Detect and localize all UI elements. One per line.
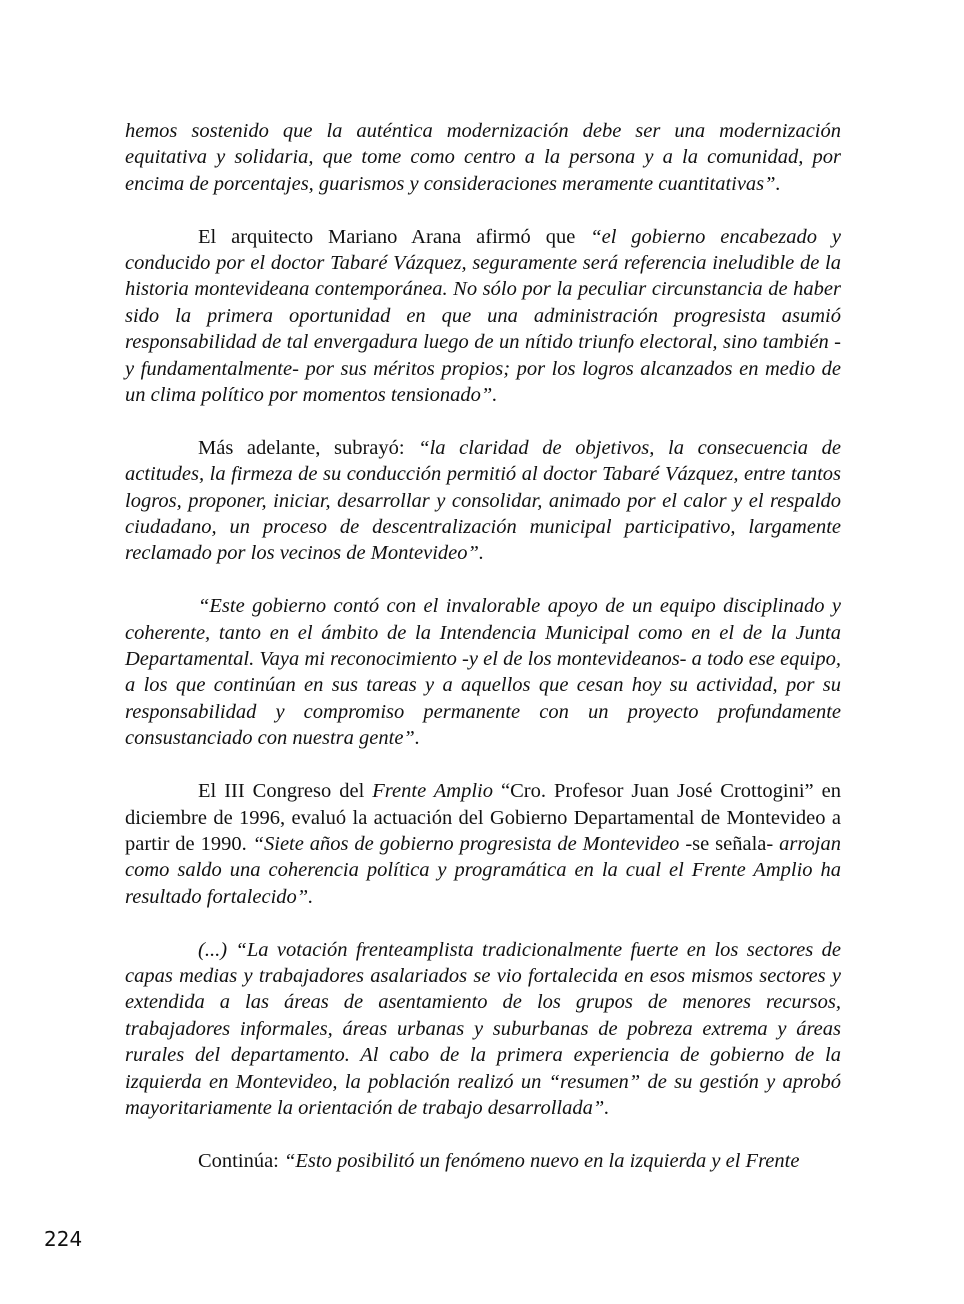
quote-text: “Este gobierno contó con el invalorable apoyo de un equipo disciplinado y coherente, tanto en el ámbito de la Intendencia Municipal como en el de la Junta Departamental. Vaya mi reconocimiento -y el de los montevideanos- a todo ese equipo, a los que continúan en sus tareas y a aquellos que cesan hoy su actividad, por su responsabilidad y compromiso permanente con un proyecto profundamente consustanciado con nuestra gente”.	[125, 595, 841, 750]
paragraph-7	[125, 1148, 841, 1174]
page-number: 224	[44, 1227, 83, 1251]
paragraph-1	[125, 118, 841, 197]
paragraph-3	[125, 435, 841, 567]
quote-text: “Esto posibilitó un fenómeno nuevo en la izquierda y el Frente	[283, 1149, 800, 1172]
body-text: El III Congreso del	[198, 780, 373, 803]
quote-text: “Siete años de gobierno progresista de Montevideo	[252, 832, 680, 855]
quote-text: arrojan como saldo una coherencia política y programática en la cual el Frente Amplio ha resultado fortalecido”.	[125, 832, 841, 908]
body-text: “Cro. Profesor Juan José Crottogini” en diciembre de 1996, evaluó la actuación del Gobierno Departamental de Montevideo a partir de 1990.	[125, 780, 841, 855]
quote-text: “el gobierno encabezado y conducido por el doctor Tabaré Vázquez, seguramente será referencia ineludible de la historia montevideana contemporánea. No sólo por la peculiar circunstancia de haber sido la primera oportunidad en que una administración progresista asumió responsabilidad de tal envergadura luego de un nítido triunfo electoral, sino también -y fundamentalmente- por sus méritos propios; por los logros alcanzados en medio de un clima político por momentos tensionado”.	[125, 225, 841, 407]
paragraph-4	[125, 593, 841, 751]
body-text: Más adelante, subrayó:	[198, 436, 419, 459]
body-text: El arquitecto Mariano Arana afirmó que	[198, 225, 591, 248]
body-text: -se señala-	[679, 832, 780, 855]
quote-text: hemos sostenido que la auténtica modernización debe ser una modernización equitativa y solidaria, que tome como centro a la persona y a la comunidad, por encima de porcentajes, guarismos y consideraciones meramente cuantitativas”.	[125, 120, 841, 195]
page-body	[125, 118, 841, 1174]
paragraph-6	[125, 937, 841, 1122]
quote-text: (...) “La votación frenteamplista tradicionalmente fuerte en los sectores de capas medias y trabajadores asalariados se vio fortalecida en esos mismos sectores y extendida a las áreas de asentamiento de los grupos de menores recursos, trabajadores informales, áreas urbanas y suburbanas de pobreza extrema y áreas rurales del departamento. Al cabo de la primera experiencia de gobierno de la izquierda en Montevideo, la población realizó un “resumen” de su gestión y aprobó mayoritariamente la orientación de trabajo desarrollada”.	[125, 938, 841, 1119]
paragraph-2	[125, 224, 841, 409]
body-text: Continúa:	[198, 1149, 284, 1172]
italic-term: Frente Amplio	[372, 780, 494, 803]
quote-text: “la claridad de objetivos, la consecuencia de actitudes, la firmeza de su conducción permitió al doctor Tabaré Vázquez, entre tantos logros, proponer, iniciar, desarrollar y consolidar, animado por el calor y el respaldo ciudadano, un proceso de descentralización municipal participativo, largamente reclamado por los vecinos de Montevideo”.	[125, 436, 841, 565]
paragraph-5	[125, 778, 841, 910]
